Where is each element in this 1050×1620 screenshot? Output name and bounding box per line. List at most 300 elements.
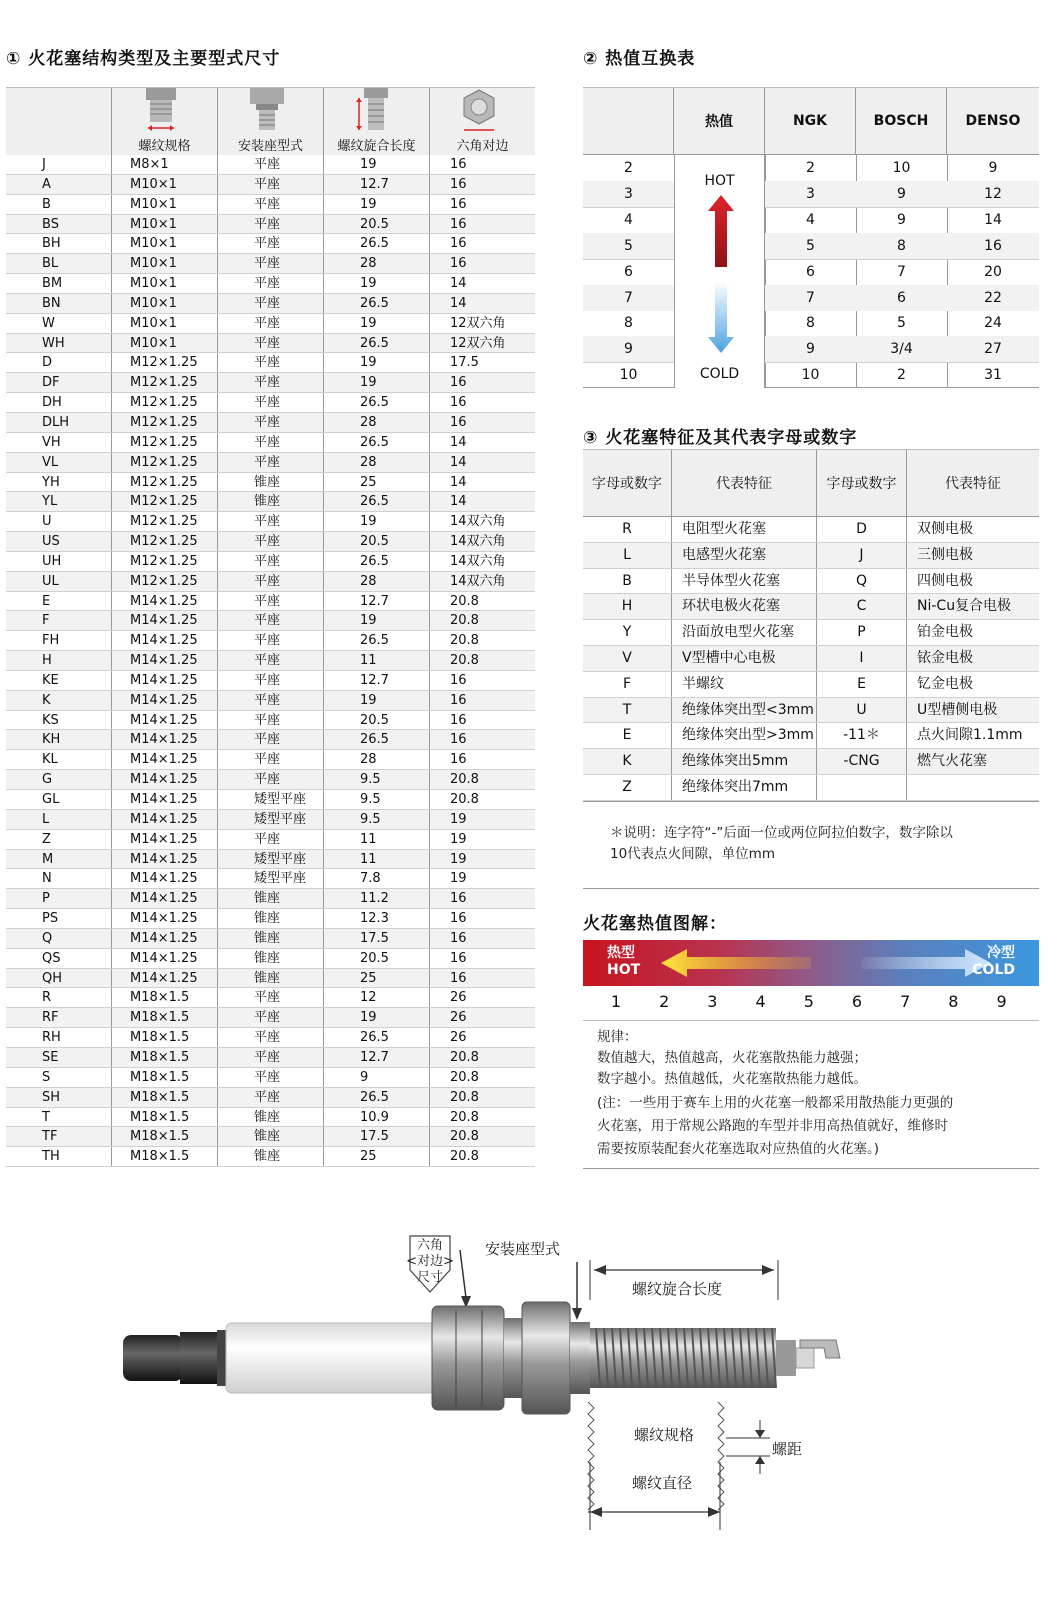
cell-hex-size: 20.8 bbox=[450, 633, 479, 649]
cell-hex-size: 14 bbox=[450, 434, 467, 450]
thread-spec-plug-icon bbox=[142, 88, 180, 134]
cell-code: DF bbox=[6, 373, 112, 392]
cell-seat-type: 平座 bbox=[218, 1068, 324, 1087]
cell-code: P bbox=[6, 889, 112, 908]
header-denso: DENSO bbox=[965, 113, 1021, 129]
cell-thread-reach: 12 bbox=[324, 988, 430, 1007]
cell-code-a: B bbox=[583, 569, 672, 594]
cell-hex-size: 19 bbox=[450, 831, 467, 847]
cell-seat-type: 锥座 bbox=[218, 889, 324, 908]
cell-thread-spec: M14×1.25 bbox=[112, 969, 218, 988]
cell-seat-type: 平座 bbox=[218, 453, 324, 472]
cell-seat-type: 锥座 bbox=[218, 1108, 324, 1127]
cell-ngk: 6 bbox=[806, 263, 815, 280]
cell-hex-size: 16 bbox=[450, 712, 467, 728]
cell-hex-size: 16 bbox=[450, 236, 467, 252]
cell-thread-reach: 12.3 bbox=[324, 909, 430, 928]
cell-thread-spec: M14×1.25 bbox=[112, 929, 218, 948]
cell-code: A bbox=[6, 175, 112, 194]
cell-thread-spec: M12×1.25 bbox=[112, 532, 218, 551]
cell-thread-reach: 12.7 bbox=[324, 671, 430, 690]
cell-feature-a: 电阻型火花塞 bbox=[672, 517, 817, 542]
heat-scale-numbers bbox=[583, 992, 1039, 1016]
table-row bbox=[6, 393, 535, 413]
cell-seat-type: 平座 bbox=[218, 592, 324, 611]
table-row bbox=[6, 651, 535, 671]
cell-ngk: 4 bbox=[806, 211, 815, 228]
cell-hex-size: 20.8 bbox=[450, 653, 479, 669]
seat-type-plug-icon bbox=[248, 88, 286, 134]
table-row bbox=[583, 362, 1039, 388]
header-thread-spec-label: 螺纹规格 bbox=[138, 139, 191, 154]
note-line: (注：一些用于赛车上用的火花塞一般都采用散热能力更强的 bbox=[597, 1095, 954, 1111]
cell-ngk: 8 bbox=[806, 315, 815, 332]
cell-thread-spec: M14×1.25 bbox=[112, 750, 218, 769]
cell-code: W bbox=[6, 314, 112, 333]
hex-callout-line: 尺寸 bbox=[416, 1270, 443, 1285]
cell-thread-spec: M18×1.5 bbox=[112, 1088, 218, 1107]
cell-seat-type: 平座 bbox=[218, 1048, 324, 1067]
dimensions-table-body bbox=[6, 155, 535, 1167]
section-title-heat-range: ② 热值互换表 bbox=[583, 49, 696, 69]
cell-bosch: 9 bbox=[897, 211, 906, 228]
cell-thread-reach: 26.5 bbox=[324, 433, 430, 452]
table-row bbox=[583, 259, 1039, 285]
cell-thread-reach: 26.5 bbox=[324, 631, 430, 650]
table-row bbox=[6, 254, 535, 274]
cell-thread-spec: M12×1.25 bbox=[112, 552, 218, 571]
cell-code-b: I bbox=[817, 646, 907, 671]
cell-feature-b: 三侧电极 bbox=[917, 546, 973, 563]
cell-seat-type: 平座 bbox=[218, 830, 324, 849]
table-row bbox=[6, 730, 535, 750]
cell-thread-spec: M18×1.5 bbox=[112, 1008, 218, 1027]
table-row bbox=[583, 698, 1039, 724]
table-row bbox=[6, 810, 535, 830]
cell-code: R bbox=[6, 988, 112, 1007]
cell-hex-size: 16 bbox=[450, 950, 467, 966]
thread-spec-callout: 螺纹规格 bbox=[634, 1426, 695, 1444]
cell-seat-type: 锥座 bbox=[218, 473, 324, 492]
cell-thread-spec: M14×1.25 bbox=[112, 770, 218, 789]
table-row bbox=[6, 830, 535, 850]
cell-seat-type: 平座 bbox=[218, 711, 324, 730]
cell-code: KL bbox=[6, 750, 112, 769]
cell-thread-reach: 28 bbox=[324, 453, 430, 472]
cell-thread-spec: M18×1.5 bbox=[112, 1048, 218, 1067]
cell-code: Z bbox=[6, 830, 112, 849]
cell-hex-size: 20.8 bbox=[450, 1149, 479, 1165]
cell-code: YL bbox=[6, 492, 112, 511]
cell-thread-spec: M14×1.25 bbox=[112, 730, 218, 749]
cell-code: FH bbox=[6, 631, 112, 650]
cell-code: RF bbox=[6, 1008, 112, 1027]
seat-type-callout: 安装座型式 bbox=[485, 1240, 561, 1258]
table-row bbox=[6, 929, 535, 949]
cell-seat-type: 平座 bbox=[218, 770, 324, 789]
cell-thread-spec: M10×1 bbox=[112, 195, 218, 214]
cell-seat-type: 平座 bbox=[218, 234, 324, 253]
cell-seat-type: 平座 bbox=[218, 552, 324, 571]
table-row bbox=[583, 672, 1039, 698]
cell-seat-type: 锥座 bbox=[218, 1147, 324, 1166]
cell-code-b: E bbox=[817, 672, 907, 697]
cell-thread-spec: M12×1.25 bbox=[112, 512, 218, 531]
features-table bbox=[583, 449, 1039, 802]
header-ngk: NGK bbox=[765, 88, 856, 154]
cell-denso: 9 bbox=[988, 160, 998, 176]
cell-seat-type: 平座 bbox=[218, 215, 324, 234]
header-code-b: 字母或数字 bbox=[817, 450, 907, 516]
cell-seat-type: 平座 bbox=[218, 294, 324, 313]
cell-code: BS bbox=[6, 215, 112, 234]
cell-bosch: 8 bbox=[897, 237, 906, 254]
cell-code: G bbox=[6, 770, 112, 789]
cell-thread-spec: M12×1.25 bbox=[112, 353, 218, 372]
cell-code: BL bbox=[6, 254, 112, 273]
table-row bbox=[583, 310, 1039, 336]
table-row bbox=[583, 543, 1039, 569]
note-line: 需要按原装配套火花塞选取对应热值的火花塞。) bbox=[597, 1141, 880, 1157]
cell-hex-size: 16 bbox=[450, 752, 467, 768]
table-row bbox=[6, 1068, 535, 1088]
cell-hex-size: 20.8 bbox=[450, 1069, 479, 1085]
table-row bbox=[583, 285, 1039, 311]
cell-hex-size: 16 bbox=[450, 256, 467, 272]
cell-thread-spec: M18×1.5 bbox=[112, 1147, 218, 1166]
features-note bbox=[610, 823, 1030, 865]
cell-thread-reach: 9.5 bbox=[324, 790, 430, 809]
cell-code: D bbox=[6, 353, 112, 372]
cell-heat-index: 4 bbox=[624, 211, 633, 228]
cell-hex-size: 14双六角 bbox=[450, 553, 506, 569]
table-row bbox=[6, 234, 535, 254]
cell-thread-spec: M10×1 bbox=[112, 274, 218, 293]
cold-label: COLD bbox=[699, 366, 740, 382]
cell-ngk: 7 bbox=[806, 289, 815, 306]
table-row bbox=[6, 175, 535, 195]
cell-seat-type: 平座 bbox=[218, 334, 324, 353]
cell-thread-spec: M8×1 bbox=[112, 155, 218, 174]
cell-code-a: H bbox=[583, 594, 672, 619]
hex-callout-line: <对边> bbox=[406, 1254, 454, 1269]
table-row bbox=[583, 181, 1039, 207]
cell-code: S bbox=[6, 1068, 112, 1087]
cell-code-a: L bbox=[583, 543, 672, 568]
heat-scale-number: 4 bbox=[755, 992, 766, 1011]
table-row bbox=[6, 532, 535, 552]
cell-code: L bbox=[6, 810, 112, 829]
cell-code-a: Z bbox=[583, 775, 672, 800]
cell-heat-index: 2 bbox=[624, 160, 633, 176]
table-row bbox=[6, 552, 535, 572]
cell-seat-type: 平座 bbox=[218, 572, 324, 591]
cell-thread-spec: M14×1.25 bbox=[112, 592, 218, 611]
table-row bbox=[6, 155, 535, 175]
cell-heat-index: 10 bbox=[619, 367, 638, 384]
header-code-a: 字母或数字 bbox=[583, 450, 672, 516]
cell-hex-size: 16 bbox=[450, 732, 467, 748]
cell-seat-type: 平座 bbox=[218, 532, 324, 551]
cell-bosch: 5 bbox=[897, 315, 906, 332]
cell-ngk: 3 bbox=[806, 185, 815, 202]
cell-code: H bbox=[6, 651, 112, 670]
cell-hex-size: 26 bbox=[450, 1030, 467, 1046]
cell-code: WH bbox=[6, 334, 112, 353]
cell-thread-reach: 26.5 bbox=[324, 1088, 430, 1107]
cell-thread-reach: 12.7 bbox=[324, 592, 430, 611]
thread-reach-callout: 螺纹旋合长度 bbox=[632, 1280, 723, 1298]
heat-range-table bbox=[583, 87, 1039, 388]
table-row bbox=[6, 691, 535, 711]
table-row bbox=[6, 1147, 535, 1167]
cell-hex-size: 16 bbox=[450, 395, 467, 411]
cell-hex-size: 20.8 bbox=[450, 792, 479, 807]
cell-seat-type: 矮型平座 bbox=[218, 850, 324, 869]
cell-hex-size: 20.8 bbox=[450, 1109, 479, 1125]
section-title-dimensions: ① 火花塞结构类型及主要型式尺寸 bbox=[6, 49, 281, 69]
cell-seat-type: 矮型平座 bbox=[218, 790, 324, 809]
cell-thread-reach: 11 bbox=[324, 850, 430, 869]
cell-thread-spec: M12×1.25 bbox=[112, 393, 218, 412]
cell-thread-spec: M14×1.25 bbox=[112, 711, 218, 730]
cell-ngk: 5 bbox=[806, 237, 815, 254]
cell-seat-type: 平座 bbox=[218, 155, 324, 174]
cell-thread-reach: 10.9 bbox=[324, 1108, 430, 1127]
cell-heat-index: 6 bbox=[624, 263, 633, 280]
cell-hex-size: 19 bbox=[450, 851, 467, 867]
cell-feature-b: 铱金电极 bbox=[917, 649, 973, 666]
cell-feature-a: 半螺纹 bbox=[672, 672, 817, 697]
cell-code: KS bbox=[6, 711, 112, 730]
cell-thread-spec: M14×1.25 bbox=[112, 869, 218, 888]
heat-scale-number: 2 bbox=[659, 992, 670, 1011]
cell-thread-spec: M18×1.5 bbox=[112, 1068, 218, 1087]
cell-code: YH bbox=[6, 473, 112, 492]
header-feature-a: 代表特征 bbox=[672, 450, 817, 516]
table-row bbox=[583, 336, 1039, 362]
cell-thread-reach: 26.5 bbox=[324, 552, 430, 571]
cell-seat-type: 矮型平座 bbox=[218, 810, 324, 829]
cell-hex-size: 16 bbox=[450, 196, 467, 212]
cell-code: F bbox=[6, 611, 112, 630]
table-row bbox=[6, 850, 535, 870]
cell-heat-index: 3 bbox=[624, 185, 633, 202]
cell-thread-reach: 9.5 bbox=[324, 770, 430, 789]
thread-diameter-callout: 螺纹直径 bbox=[632, 1474, 693, 1492]
cell-thread-reach: 26.5 bbox=[324, 294, 430, 313]
cell-code: BM bbox=[6, 274, 112, 293]
cell-hex-size: 20.8 bbox=[450, 1049, 479, 1065]
table-row bbox=[6, 631, 535, 651]
cell-denso: 12 bbox=[984, 185, 1002, 202]
table-row bbox=[6, 750, 535, 770]
table-row bbox=[6, 413, 535, 433]
cell-thread-reach: 26.5 bbox=[324, 334, 430, 353]
cell-heat-index: 8 bbox=[624, 315, 633, 332]
cell-thread-reach: 11 bbox=[324, 651, 430, 670]
cell-thread-reach: 19 bbox=[324, 314, 430, 333]
cell-thread-reach: 11.2 bbox=[324, 889, 430, 908]
cell-denso: 20 bbox=[984, 263, 1002, 280]
cell-seat-type: 平座 bbox=[218, 611, 324, 630]
cell-thread-spec: M12×1.25 bbox=[112, 572, 218, 591]
cell-seat-type: 平座 bbox=[218, 195, 324, 214]
table-row bbox=[6, 869, 535, 889]
cell-thread-spec: M12×1.25 bbox=[112, 473, 218, 492]
cell-code: PS bbox=[6, 909, 112, 928]
cell-thread-spec: M14×1.25 bbox=[112, 909, 218, 928]
cell-code: US bbox=[6, 532, 112, 551]
cell-hex-size: 12双六角 bbox=[450, 335, 506, 351]
cell-hex-size: 14 bbox=[450, 276, 467, 292]
cell-seat-type: 锥座 bbox=[218, 909, 324, 928]
heat-scale-number: 8 bbox=[948, 992, 959, 1011]
cell-feature-b: U型槽侧电极 bbox=[917, 701, 998, 718]
cell-seat-type: 平座 bbox=[218, 353, 324, 372]
heat-value-cell bbox=[674, 155, 765, 388]
cell-feature-b: 双侧电极 bbox=[917, 521, 973, 537]
cell-seat-type: 平座 bbox=[218, 1028, 324, 1047]
table-row bbox=[6, 572, 535, 592]
cell-code-b: U bbox=[817, 698, 907, 723]
cell-heat-index: 5 bbox=[624, 237, 633, 254]
cell-code-b: C bbox=[817, 594, 907, 619]
cell-thread-reach: 26.5 bbox=[324, 492, 430, 511]
cell-thread-reach: 28 bbox=[324, 254, 430, 273]
table-row bbox=[583, 569, 1039, 595]
cell-thread-spec: M18×1.5 bbox=[112, 988, 218, 1007]
rule-line: 数值越大，热值越高，火花塞散热能力越强； bbox=[597, 1050, 867, 1066]
header-hex-size-label: 六角对边 bbox=[456, 139, 509, 154]
divider bbox=[583, 1020, 1039, 1021]
cell-seat-type: 平座 bbox=[218, 274, 324, 293]
cell-code: T bbox=[6, 1108, 112, 1127]
cell-hex-size: 12双六角 bbox=[450, 315, 506, 331]
table-row bbox=[6, 711, 535, 731]
cell-code-b bbox=[817, 775, 907, 800]
table-row bbox=[6, 1088, 535, 1108]
table-row bbox=[6, 195, 535, 215]
table-row bbox=[6, 473, 535, 493]
cell-thread-spec: M18×1.5 bbox=[112, 1108, 218, 1127]
cell-seat-type: 平座 bbox=[218, 671, 324, 690]
cell-code: DLH bbox=[6, 413, 112, 432]
cell-denso: 24 bbox=[984, 315, 1002, 332]
cell-code-a: F bbox=[583, 672, 672, 697]
cell-hex-size: 14 bbox=[450, 474, 467, 490]
cell-code: Q bbox=[6, 929, 112, 948]
cell-feature-b: 铂金电极 bbox=[917, 624, 973, 641]
table-row bbox=[6, 770, 535, 790]
cell-thread-reach: 20.5 bbox=[324, 949, 430, 968]
cell-bosch: 2 bbox=[897, 367, 906, 384]
divider bbox=[583, 1168, 1039, 1169]
cell-code-b: Q bbox=[817, 569, 907, 594]
header-heat-value: 热值 bbox=[674, 88, 765, 154]
header-thread-reach bbox=[324, 88, 430, 155]
cell-seat-type: 平座 bbox=[218, 373, 324, 392]
cell-denso: 27 bbox=[984, 341, 1002, 358]
table-row bbox=[6, 969, 535, 989]
table-row bbox=[6, 909, 535, 929]
cell-code: DH bbox=[6, 393, 112, 412]
heat-scale-number: 1 bbox=[610, 992, 622, 1011]
cell-bosch: 3/4 bbox=[890, 341, 913, 358]
cell-thread-reach: 9.5 bbox=[324, 810, 430, 829]
cell-hex-size: 19 bbox=[450, 871, 467, 887]
cell-feature-b bbox=[907, 775, 1039, 800]
cell-code-a: E bbox=[583, 723, 672, 748]
cell-hex-size: 14 bbox=[450, 494, 467, 510]
cell-feature-a: 绝缘体突出型<3mm bbox=[672, 698, 817, 723]
cell-thread-spec: M14×1.25 bbox=[112, 671, 218, 690]
table-row bbox=[6, 314, 535, 334]
cell-hex-size: 17.5 bbox=[450, 355, 479, 371]
cell-seat-type: 平座 bbox=[218, 988, 324, 1007]
divider bbox=[583, 888, 1039, 889]
table-row bbox=[6, 592, 535, 612]
cell-code: K bbox=[6, 691, 112, 710]
cell-hex-size: 14双六角 bbox=[450, 534, 506, 550]
table-row bbox=[6, 1108, 535, 1128]
table-row bbox=[6, 334, 535, 354]
cell-thread-reach: 19 bbox=[324, 155, 430, 174]
cell-thread-reach: 9 bbox=[324, 1068, 430, 1087]
cell-thread-spec: M10×1 bbox=[112, 215, 218, 234]
dimensions-table bbox=[6, 87, 535, 1167]
hot-type-en: HOT bbox=[607, 962, 641, 978]
cell-seat-type: 锥座 bbox=[218, 949, 324, 968]
hot-type-cn: 热型 bbox=[607, 945, 635, 961]
features-table-body bbox=[583, 517, 1039, 801]
cell-thread-reach: 17.5 bbox=[324, 1127, 430, 1146]
table-row bbox=[6, 492, 535, 512]
cell-code: UL bbox=[6, 572, 112, 591]
pitch-callout: 螺距 bbox=[772, 1440, 803, 1458]
cell-thread-reach: 19 bbox=[324, 691, 430, 710]
cell-thread-spec: M12×1.25 bbox=[112, 433, 218, 452]
heat-range-table-body bbox=[583, 155, 1039, 388]
hex-callout-line: 六角 bbox=[416, 1238, 443, 1253]
cell-seat-type: 锥座 bbox=[218, 969, 324, 988]
cell-feature-a: 环状电极火花塞 bbox=[672, 594, 817, 619]
cell-ngk: 9 bbox=[806, 341, 815, 358]
features-note-line: 10代表点火间隙，单位mm bbox=[610, 846, 775, 862]
thread-reach-plug-icon bbox=[354, 88, 392, 134]
cell-thread-spec: M10×1 bbox=[112, 175, 218, 194]
cell-thread-reach: 25 bbox=[324, 969, 430, 988]
cell-thread-spec: M14×1.25 bbox=[112, 790, 218, 809]
cell-thread-reach: 20.5 bbox=[324, 532, 430, 551]
hot-type-label bbox=[607, 945, 640, 979]
cell-code: BN bbox=[6, 294, 112, 313]
table-row bbox=[583, 517, 1039, 543]
table-row bbox=[583, 749, 1039, 775]
cell-seat-type: 平座 bbox=[218, 631, 324, 650]
cell-code: SE bbox=[6, 1048, 112, 1067]
cell-bosch: 9 bbox=[897, 185, 906, 202]
cell-thread-reach: 26.5 bbox=[324, 234, 430, 253]
heat-scale-number: 7 bbox=[900, 992, 911, 1011]
cell-hex-size: 14双六角 bbox=[450, 514, 506, 530]
cell-thread-spec: M14×1.25 bbox=[112, 691, 218, 710]
cell-code: B bbox=[6, 195, 112, 214]
cell-code: VL bbox=[6, 453, 112, 472]
cell-thread-spec: M14×1.25 bbox=[112, 631, 218, 650]
cell-thread-spec: M14×1.25 bbox=[112, 611, 218, 630]
table-row bbox=[6, 353, 535, 373]
